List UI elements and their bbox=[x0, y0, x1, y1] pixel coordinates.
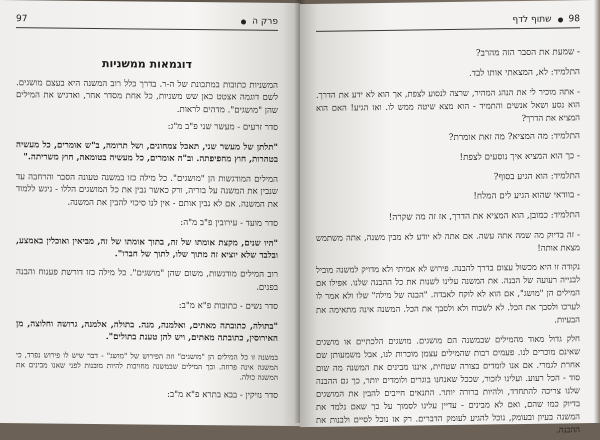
example-heading-moed: סדר מועד - עירובין פ"ב מ"ה: bbox=[180, 217, 278, 229]
left-page-number: 97 bbox=[16, 14, 28, 25]
dialogue-line: - אתה מוכיר לי את הנהג המהיר, שרצה לנסוע לצפת, אך הוא לא ידע את הדרך. הוא נסע ושאל אנשים והתמיד - הוא מצא שיטה ממש לו. ואז הגיע! האם הוא המציא את הדרך? bbox=[316, 86, 580, 124]
left-page bbox=[0, 0, 300, 426]
body-paragraph: נקודה זו היא מכשול עצום בדרך להבנה. פירוש לא אמיתי ולא מדויק למשנה מוביל לבנייה רעועה של הבנה. את המשנה עלינו לשנות את כל ההבנה שלנו. אפילו אם המילים הן "מושג", אם הוא לא לוקח לאבדה. "הבנה של מילה" שלו ולא אמר לו לערכו ולסבך את הכל. לא לשכוח ולא ולסבך את הכל. המשנה אינה מתאימה את הבעיות. bbox=[316, 261, 580, 325]
left-running-title: פרק ה bbox=[252, 16, 278, 27]
footnote: במשנה זו כל המילים הן "מושגים" וזה הפירוש של "מושג" - דבר שיש לו פירוש נפרד, כי המשנה אינה פרוזה. וכך המילים שבמשנה מחויבות להיות מובנות לפני שאנו מבינים את המשנה כולה. bbox=[16, 349, 278, 382]
example-heading-nashim: סדר נשים - כתובות פ"א מ"ב: bbox=[178, 301, 278, 313]
right-running-title: שתוף לדף bbox=[512, 14, 552, 26]
example-heading-nezikin: סדר נזיקין - בבא בתרא פ"א מ"ב: bbox=[167, 389, 278, 401]
dialogue-line: התלמיד: לא, המצאתי אותו לבד. bbox=[469, 66, 580, 79]
dialogue-line: - שמעת את הסבר הזה מהרב? bbox=[475, 47, 580, 59]
left-running-head bbox=[16, 14, 278, 31]
explanation-paragraph: המילים המודגשות הן "מושגים". כל מילה כזו במשנה טעונה הסבר והרחבה עד שנבין את המשנה על בוריה, ורק כאשר נבין את כל המושגים הללו - ניגש ללמוד את המשנה. אם לא נבין אותם - אין לנו סיכוי להבין את המשנה. bbox=[16, 171, 278, 210]
body-paragraph: חלק גדול מאוד מהמילים שבמשנה הם מושגים. מושגים הלכתיים או מושגים שאינם מוכרים לנו. פעמים רבות שהמילים עצמן מוכרות לנו, אבל משמעותן שם אחרת לגמרי. אם אנו לומדים בצורה שטחית, איננו מבינים את המשנה מה שום סוד - הכל רעוע. ועלינו לזכור, שככל שאנחנו בוגרים ולומדים יותר, כך גם ההבנה שלנו צריכה להתחדד, ולהיות ברורה יותר. התנאים חייבים להבין את המושגים בדיוק כמו שהם, ואם לא מבינים - עדיין עלינו לסמוך על כך שאם נלמד את המשנה בעיון ובעומק, נוכל להגיע לעומק הדברים. רק אז נוכל לסיים ולבנות את ההבנה. bbox=[316, 332, 580, 435]
bullet-icon bbox=[558, 17, 563, 22]
mishna-quote-moed: "היו שנים, מקצת אומתו של זה, בתוך אומתו של זה, מביאין ואוכלין באמצע, ובלבד שלא יוציא זה מתוך שלו, לתוך של חברו". bbox=[16, 235, 278, 261]
dialogue-line: התלמיד: הוא הגיע בסוף? bbox=[493, 170, 580, 182]
dialogue-line: - זה בדיוק מה שמה אתה עשה. אם אתה לא יודע לא מבין משנה, אתה משתמש מצאת אותה! bbox=[316, 229, 580, 254]
mishna-quote-zeraim: "תלתן של מעשר שני, תאכל צמחונים, ושל תרומה, ב"ש אומרים, כל מעשיה בטהרות, חוץ מחפיפתה. וב"ה אומרים, כל מעשיה בטומאה, חוץ משריתה." bbox=[16, 139, 278, 166]
book-cover-edge bbox=[594, 0, 600, 423]
dialogue-line: - בוודאי שהוא הגיע לים המלח! bbox=[473, 190, 580, 202]
right-page-number: 98 bbox=[568, 14, 580, 25]
bullet-icon bbox=[241, 19, 246, 24]
intro-paragraph: המשניות כתובות במתכונת של ה-ר. בדרך כלל רוב המשנה היא בעצם מושגים. לשם דוגמה אצטט כאן שש משניות, כל אחת מסדר אחר, ואדגיש את המילים שהן "מושגים". מדהים לראות. bbox=[16, 78, 278, 116]
example-heading-zeraim: סדר זרעים - מעשר שני פ"ב מ"ג: bbox=[167, 122, 278, 134]
running-head-spacer bbox=[316, 20, 506, 23]
section-title: דוגמאות ממשניות bbox=[101, 57, 193, 72]
dialogue-line: - כך הוא המציא איך נוסעים לצפת! bbox=[459, 151, 580, 163]
running-head-spacer bbox=[33, 19, 235, 21]
right-page bbox=[300, 0, 594, 435]
commentary-paragraph: רוב המילים מודגשות, משום שהן "מושגים". כל מילה כזו דורשת פענוח והבנה בפנים. bbox=[16, 267, 278, 293]
mishna-quote-nashim: "בתולה, כתובתה מאתים, ואלמנה, מנה. בתולה, אלמנה, גרושה וחלוצה, מן האירוסין, כתובתה מאתים, ויש להן טענת בתולים". bbox=[16, 318, 278, 345]
dialogue-line: התלמיד: מה המציא? מה זאת אומרת? bbox=[448, 131, 580, 144]
dialogue-line: התלמיד: כמובן, הוא המציא את הדרך, אז זה מה שקרה! bbox=[388, 209, 580, 223]
